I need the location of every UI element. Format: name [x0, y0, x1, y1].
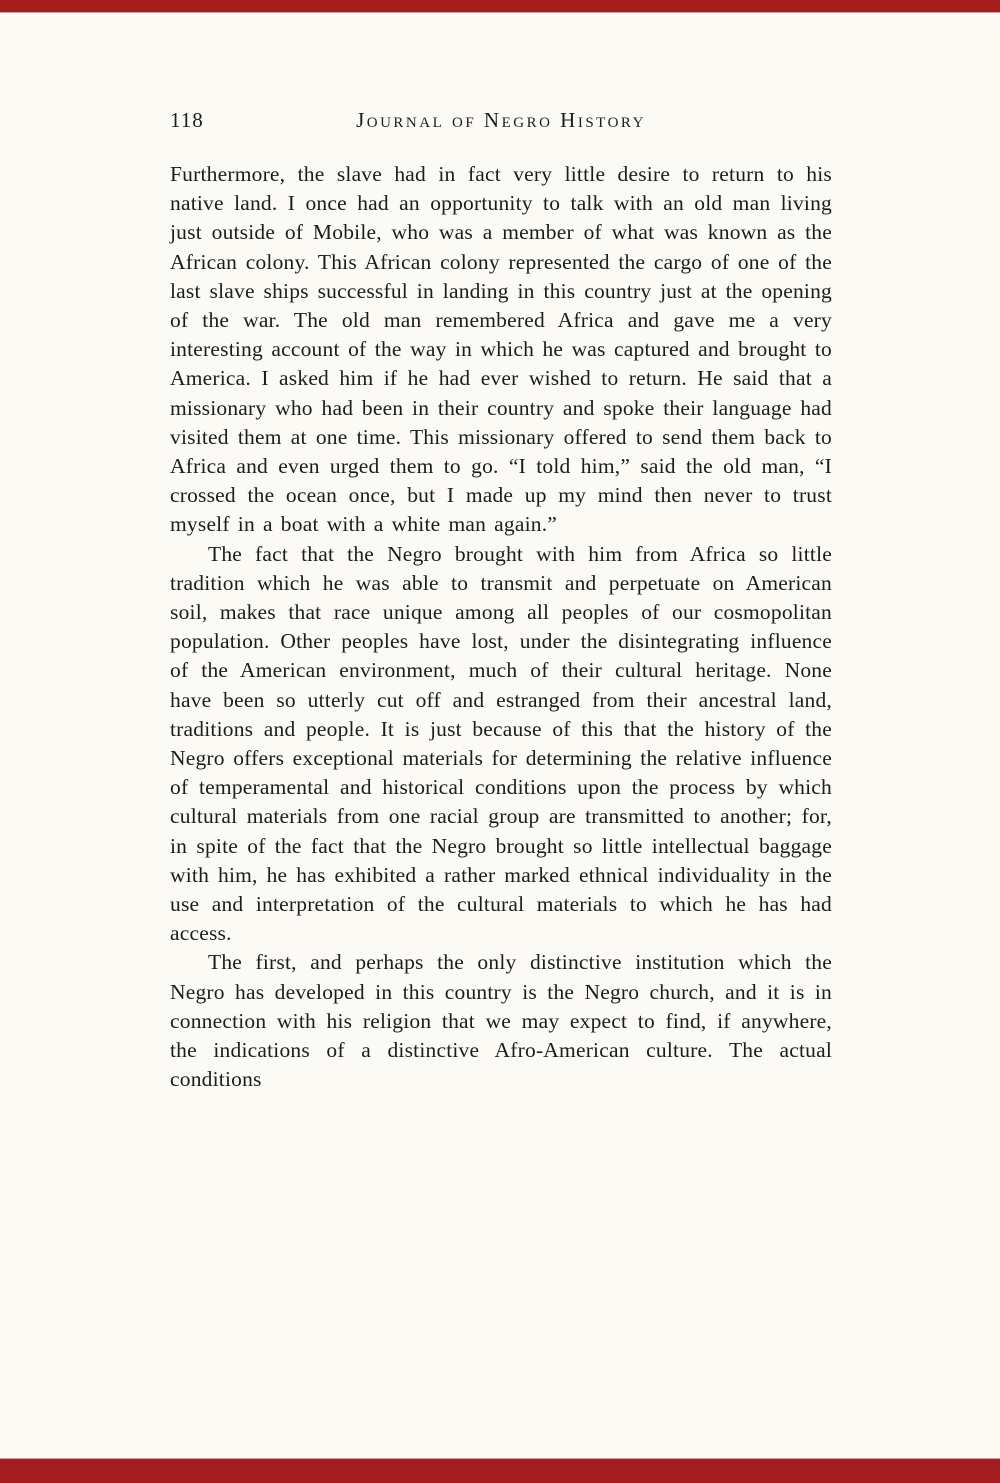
- body-text: [170, 160, 832, 1095]
- page-header: [170, 100, 832, 140]
- running-header-title: Journal of Negro History: [356, 108, 646, 132]
- scan-edge-bottom: [0, 1459, 1000, 1483]
- paragraph-3: The first, and perhaps the only distinctive institution which the Negro has developed in this country is the Negro church, and it is in connection with his religion that we may expect to find, if anywhere, the indications of a distinctive Afro-American culture. The actual conditions: [170, 950, 832, 1092]
- page-content: [170, 100, 832, 1095]
- page-number: 118: [170, 108, 204, 132]
- paragraph-1: Furthermore, the slave had in fact very little desire to return to his native land. I once had an opportunity to talk with an old man living just outside of Mobile, who was a member of what was known as the African colony. This African colony represented the cargo of one of the last slave ships successful in landing in this country just at the opening of the war. The old man remembered Africa and gave me a very interesting account of the way in which he was captured and brought to America. I asked him if he had ever wished to return. He said that a missionary who had been in their country and spoke their language had visited them at one time. This missionary offered to send them back to Africa and even urged them to go. “I told him,” said the old man, “I crossed the ocean once, but I made up my mind then never to trust myself in a boat with a white man again.”: [170, 162, 832, 537]
- scan-edge-top: [0, 0, 1000, 12]
- paragraph-2: The fact that the Negro brought with him from Africa so little tradition which he was able to transmit and perpetuate on American soil, makes that race unique among all peoples of our cosmopolitan population. Other peoples have lost, under the disintegrating influence of the American environment, much of their cultural heritage. None have been so utterly cut off and estranged from their ancestral land, traditions and people. It is just because of this that the history of the Negro offers exceptional materials for determining the relative influence of temperamental and historical conditions upon the process by which cultural materials from one racial group are transmitted to another; for, in spite of the fact that the Negro brought so little intellectual baggage with him, he has exhibited a rather marked ethnical individuality in the use and interpretation of the cultural materials to which he has had access.: [170, 541, 832, 946]
